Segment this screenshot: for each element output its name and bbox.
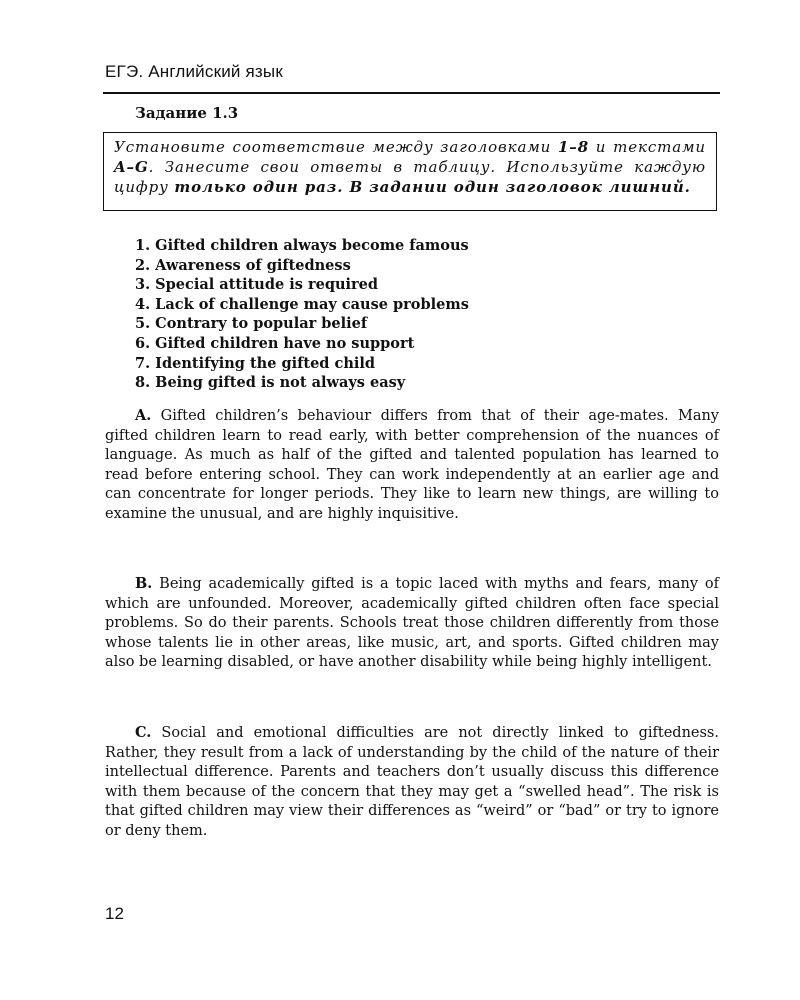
passage-c [105,723,719,842]
heading-item: 3. Special attitude is required [135,276,379,294]
heading-item: 5. Contrary to popular belief [135,315,368,333]
heading-item: 6. Gifted children have no support [135,334,415,352]
passage-letter: C. [135,724,152,741]
letter-range: A–G [114,158,149,176]
passage-b [105,574,719,673]
passage-text: Gifted children’s behaviour differs from that of their age-mates. Many gifted children learn to read early, with better comprehension of the nuances of language. As much as half of the gifted and talented population has learned to read before entering school. They can work independently at an earlier age and can concentrate for longer periods. They like to learn new things, are willing to examine the unusual, and are highly inquisitive. [105,408,719,522]
instruction-text-3: . Занесите свои ответы в таблицу. Используйте каждую цифру [114,158,706,196]
passage-text: Social and emotional difficulties are not directly linked to giftedness. Rather, they result from a lack of understanding by the child of the nature of their intellectual difference. Parents and teachers don’t usually discuss this difference with them because of the concern that they may get a “swelled head”. The risk is that gifted children may view their differences as “weird” or “bad” or try to ignore or deny them. [105,725,719,839]
heading-item: 2. Awareness of giftedness [135,256,351,274]
passage-a [105,406,719,525]
instruction-emphasis: только один раз. В задании один заголовок лишний. [174,178,691,196]
page-number: 12 [105,904,124,923]
digit-range: 1–8 [557,138,590,156]
passage-text: Being academically gifted is a topic laced with myths and fears, many of which are unfounded. Moreover, academically gifted children often face special problems. So do their parents. Schools treat those children differently from those whose talents lie in other areas, like music, art, and sports. Gifted children may also be learning disabled, or have another disability while being highly intelligent. [105,576,719,671]
instruction-text-2: и текстами [589,138,706,156]
heading-item: 7. Identifying the gifted child [135,354,376,372]
headings-list [135,236,469,393]
passage-letter: A. [135,407,152,424]
heading-item: 4. Lack of challenge may cause problems [135,295,469,313]
header-rule [103,92,720,94]
heading-item: 8. Being gifted is not always easy [135,374,406,392]
instruction-text: Установите соответствие между заголовками [114,138,558,156]
instruction-box [103,132,717,211]
heading-item: 1. Gifted children always become famous [135,237,469,254]
running-head: ЕГЭ. Английский язык [105,62,283,81]
passage-letter: B. [135,575,153,592]
task-title: Задание 1.3 [135,104,239,122]
